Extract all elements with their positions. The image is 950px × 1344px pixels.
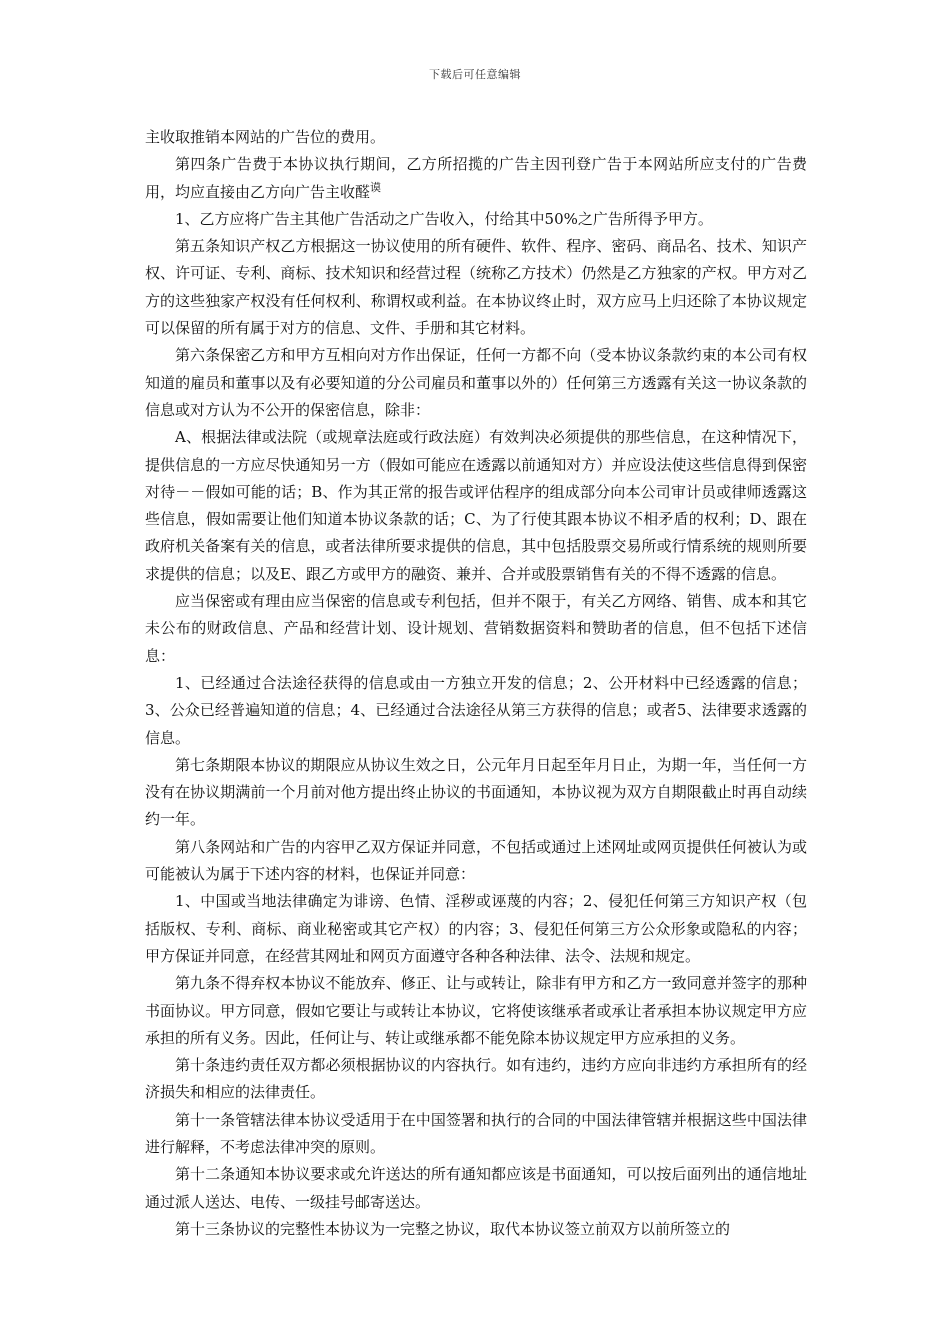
- paragraph: 1、乙方应将广告主其他广告活动之广告收入，付给其中50%之广告所得予甲方。: [175, 209, 713, 228]
- paragraph: 1、中国或当地法律确定为诽谤、色情、淫秽或诬蔑的内容；2、侵犯任何第三方知识产权（包括版权、专利、商标、商业秘密或其它产权）的内容；3、侵犯任何第三方公众形象或隐私的内容；甲方保证并同意，在经营其网址和网页方面遵守各种各种法律、法令、法规和规定。: [145, 892, 807, 965]
- paragraph: 第十三条协议的完整性本协议为一完整之协议，取代本协议签立前双方以前所签立的: [175, 1219, 731, 1238]
- paragraph: 第十一条管辖法律本协议受适用于在中国签署和执行的合同的中国法律管辖并根据这些中国法律进行解释，不考虑法律冲突的原则。: [145, 1110, 807, 1156]
- document-body: [145, 124, 807, 1243]
- paragraph-suffix: 谟: [370, 180, 382, 194]
- paragraph: 第八条网站和广告的内容甲乙双方保证并同意，不包括或通过上述网址或网页提供任何被认为或可能被认为属于下述内容的材料，也保证并同意：: [145, 837, 807, 884]
- paragraph: 第六条保密乙方和甲方互相向对方作出保证，任何一方都不向（受本协议条款约束的本公司有权知道的雇员和董事以及有必要知道的分公司雇员和董事以外的）任何第三方透露有关这一协议条款的信息或对方认为不公开的保密信息，除非：: [145, 346, 807, 419]
- paragraph-text: 第四条广告费于本协议执行期间，乙方所招揽的广告主因刊登广告于本网站所应支付的广告费用，均应直接由乙方向广告主收醛: [145, 155, 807, 201]
- paragraph: 第五条知识产权乙方根据这一协议使用的所有硬件、软件、程序、密码、商品名、技术、知识产权、许可证、专利、商标、技术知识和经营过程（统称乙方技术）仍然是乙方独家的产权。甲方对乙方的这些独家产权没有任何权利、称谓权或利益。在本协议终止时，双方应马上归还除了本协议规定可以保留的所有属于对方的信息、文件、手册和其它材料。: [145, 237, 807, 338]
- paragraph: 第七条期限本协议的期限应从协议生效之日，公元年月日起至年月日止，为期一年，当任何一方没有在协议期满前一个月前对他方提出终止协议的书面通知，本协议视为双方自期限截止时再自动续约一年。: [145, 755, 807, 829]
- paragraph: 1、已经通过合法途径获得的信息或由一方独立开发的信息；2、公开材料中已经透露的信息；3、公众已经普遍知道的信息；4、已经通过合法途径从第三方获得的信息；或者5、法律要求透露的信息。: [145, 673, 807, 747]
- paragraph: 第十二条通知本协议要求或允许送达的所有通知都应该是书面通知，可以按后面列出的通信地址通过派人送达、电传、一级挂号邮寄送达。: [145, 1165, 807, 1211]
- paragraph: 主收取推销本网站的广告位的费用。: [145, 128, 386, 146]
- paragraph: A、根据法律或法院（或规章法庭或行政法庭）有效判决必须提供的那些信息，在这种情况下，提供信息的一方应尽快通知另一方（假如可能应在透露以前通知对方）并应设法使这些信息得到保密对待－－假如可能的话；B、作为其正常的报告或评估程序的组成部分向本公司审计员或律师透露这些信息，假如需要让他们知道本协议条款的话；C、为了行使其跟本协议不相矛盾的权利；D、跟在政府机关备案有关的信息，或者法律所要求提供的信息，其中包括股票交易所或行情系统的规则所要求提供的信息；以及E、跟乙方或甲方的融资、兼并、合并或股票销售有关的不得不透露的信息。: [145, 428, 807, 583]
- paragraph: 第十条违约责任双方都必须根据协议的内容执行。如有违约，违约方应向非违约方承担所有的经济损失和相应的法律责任。: [145, 1056, 807, 1102]
- paragraph: 应当保密或有理由应当保密的信息或专利包括，但并不限于，有关乙方网络、销售、成本和其它未公布的财政信息、产品和经营计划、设计规划、营销数据资料和赞助者的信息，但不包括下述信息：: [145, 592, 807, 665]
- page-header: 下载后可任意编辑: [429, 68, 521, 81]
- paragraph: [145, 151, 807, 206]
- paragraph: 第九条不得弃权本协议不能放弃、修正、让与或转让，除非有甲方和乙方一致同意并签字的那种书面协议。甲方同意，假如它要让与或转让本协议，它将使该继承者或承让者承担本协议规定甲方应承担的所有义务。因此，任何让与、转让或继承都不能免除本协议规定甲方应承担的义务。: [145, 974, 807, 1047]
